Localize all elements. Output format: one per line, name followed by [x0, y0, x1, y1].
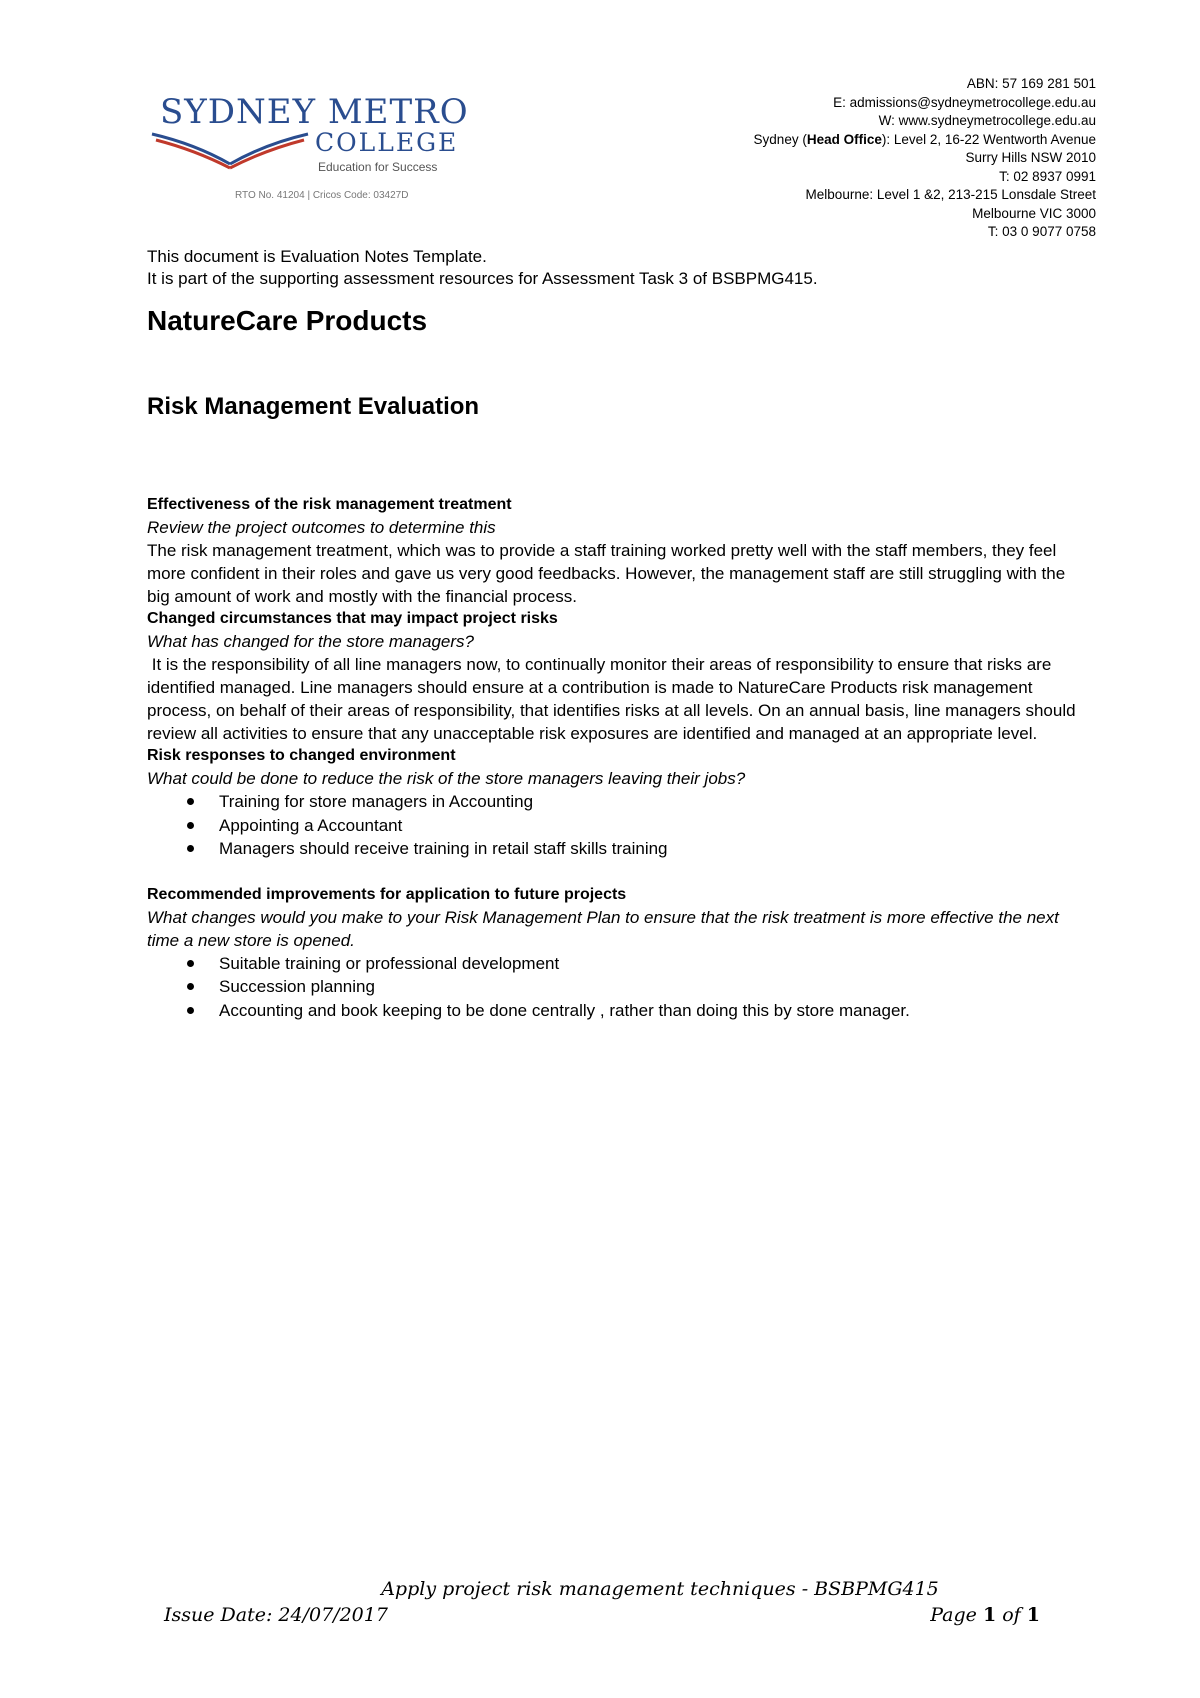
- list-item: [147, 952, 1077, 976]
- email: E: admissions@sydneymetrocollege.edu.au: [833, 94, 1096, 110]
- list-item-text: Accounting and book keeping to be done centrally , rather than doing this by store manager.: [219, 1000, 910, 1020]
- page-total: 1: [1026, 1604, 1040, 1626]
- list-item-text: Training for store managers in Accounting: [219, 792, 534, 811]
- bullet-icon: [187, 845, 194, 852]
- bullet-list: [147, 952, 1077, 1023]
- section-effectiveness: [147, 494, 1077, 608]
- melbourne-phone: T: 03 0 9077 0758: [987, 224, 1096, 239]
- list-item: [147, 975, 1077, 999]
- logo-line-2: COLLEGE: [315, 128, 459, 157]
- section-body: It is the responsibility of all line managers now, to continually monitor their areas of responsibility to ensure that risks are identified managed. Line managers should ensure at a contribution is made to NatureCare Products risk management process, on behalf of their areas of responsibility, that identifies risks at all levels. On an annual basis, line managers should review all activities to ensure that any unacceptable risk exposures are identified and managed at an appropriate level.: [147, 655, 1081, 743]
- company-heading: NatureCare Products: [147, 305, 428, 336]
- logo-rto: RTO No. 41204 | Cricos Code: 03427D: [235, 190, 409, 201]
- section-question: What changes would you make to your Risk Management Plan to ensure that the risk treatment is more effective the next time a new store is opened.: [147, 907, 1059, 950]
- bullet-icon: [187, 798, 194, 805]
- list-item-text: Managers should receive training in retail staff skills training: [219, 839, 668, 858]
- page-current: 1: [982, 1604, 997, 1626]
- section-question: Review the project outcomes to determine this: [147, 518, 496, 537]
- bullet-icon: [187, 1007, 194, 1014]
- logo-line-1: SYDNEY METRO: [160, 92, 469, 132]
- sydney-phone: T: 02 8937 0991: [999, 168, 1096, 184]
- document-body: [147, 246, 1081, 1022]
- section-body: The risk management treatment, which was to provide a staff training worked pretty well with the staff members, they feel more confident in their roles and gave us very good feedbacks. However, the management staff are still struggling with the big amount of work and mostly with the financial process.: [147, 541, 1066, 606]
- bullet-icon: [187, 960, 194, 967]
- list-item-text: Appointing a Accountant: [219, 815, 403, 835]
- section-heading: Recommended improvements for application to future projects: [147, 885, 627, 903]
- website: W: www.sydneymetrocollege.edu.au: [878, 113, 1096, 128]
- page-number: [930, 1604, 1040, 1626]
- sydney-address-rest: ): Level 2, 16-22 Wentworth Avenue: [881, 131, 1096, 147]
- bullet-icon: [187, 983, 194, 990]
- section-heading: Effectiveness of the risk management treatment: [147, 496, 512, 513]
- intro-line-1: This document is Evaluation Notes Template.: [147, 247, 487, 266]
- head-office-label: Head Office: [806, 131, 882, 147]
- section-recommended-improvements: [147, 884, 1077, 1023]
- bullet-list: [147, 790, 1077, 861]
- of-word: of: [996, 1604, 1027, 1626]
- melbourne-address: Melbourne: Level 1 &2, 213-215 Lonsdale Street: [805, 187, 1096, 202]
- section-risk-responses: [147, 745, 1077, 861]
- sydney-prefix: Sydney (: [753, 131, 807, 147]
- list-item: [147, 790, 1077, 814]
- page-title: Risk Management Evaluation: [147, 393, 480, 420]
- list-item: [147, 837, 1077, 861]
- section-changed-circumstances: [147, 608, 1081, 745]
- sydney-address: [754, 131, 1096, 150]
- abn: ABN: 57 169 281 501: [966, 76, 1096, 91]
- list-item-text: Suitable training or professional development: [219, 953, 560, 973]
- section-question: What has changed for the store managers?: [147, 632, 474, 651]
- section-heading: Risk responses to changed environment: [147, 747, 456, 764]
- logo-tagline: Education for Success: [318, 160, 438, 174]
- page-footer: [160, 1578, 1040, 1630]
- footer-course: Apply project risk management techniques - BSBPMG415: [381, 1578, 939, 1600]
- college-logo: [150, 92, 480, 208]
- issue-date: Issue Date: 24/07/2017: [164, 1604, 388, 1626]
- sydney-suburb: Surry Hills NSW 2010: [965, 150, 1096, 165]
- footer-meta: [160, 1604, 1040, 1630]
- bullet-icon: [187, 822, 194, 829]
- list-item: [147, 999, 1077, 1023]
- section-question: What could be done to reduce the risk of the store managers leaving their jobs?: [147, 769, 746, 788]
- open-book-logo-icon: [150, 130, 320, 170]
- intro-line-2: It is part of the supporting assessment resources for Assessment Task 3 of BSBPMG415.: [147, 269, 818, 288]
- melbourne-suburb: Melbourne VIC 3000: [972, 205, 1096, 221]
- contact-block: [754, 75, 1096, 242]
- page-word: Page: [930, 1604, 983, 1626]
- section-heading: Changed circumstances that may impact project risks: [147, 610, 558, 627]
- list-item-text: Succession planning: [219, 977, 375, 996]
- list-item: [147, 814, 1077, 838]
